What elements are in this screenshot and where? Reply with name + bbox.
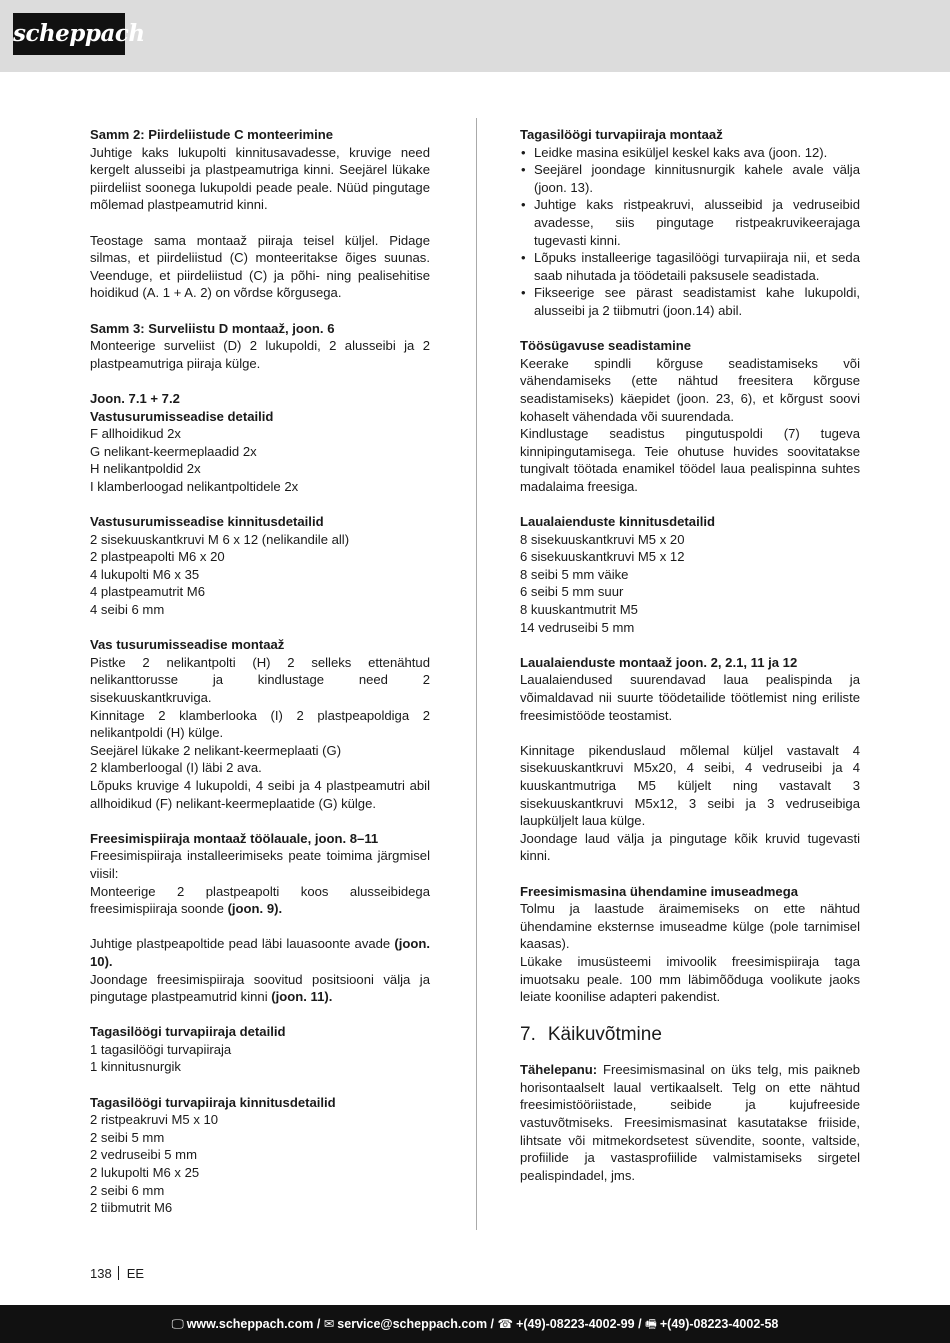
list-item: 1 kinnitusnurgik bbox=[90, 1059, 181, 1075]
list-item: 6 sisekuuskantkruvi M5 x 12 bbox=[520, 549, 685, 565]
toosugavus-section bbox=[520, 337, 860, 495]
freesimis-heading: Freesimispiiraja montaaž töölauale, joon. 8–11 bbox=[90, 830, 379, 846]
phone-icon: ☎ bbox=[497, 1317, 514, 1331]
samm3-paragraph: Monteerige surveliist (D) 2 lukupoldi, 2 alusseibi ja 2 plastpeamutriga piiraja külge. bbox=[90, 338, 430, 371]
footer-phone[interactable]: +(49)-08223-4002-99 bbox=[516, 1317, 635, 1331]
page-number bbox=[90, 1266, 144, 1282]
list-item: • Seejärel joondage kinnitusnurgik kahele avale välja (joon. 13). bbox=[520, 161, 860, 196]
list-item: I klamberloogad nelikantpoltidele 2x bbox=[90, 478, 299, 494]
joon7-heading: Joon. 7.1 + 7.2 bbox=[90, 390, 180, 406]
laua-montaaz-heading: Laualaienduste montaaž joon. 2, 2.1, 11 ja 12 bbox=[520, 654, 798, 670]
list-item: • Juhtige kaks ristpeakruvi, alusseibid ja vedruseibid avadesse, siis pingutage ristpeakruvikeerajaga tugevasti kinni. bbox=[520, 196, 860, 249]
list-item: 1 tagasilöögi turvapiiraja bbox=[90, 1041, 232, 1057]
list-item: 8 seibi 5 mm väike bbox=[520, 566, 629, 582]
footer-separator: / bbox=[638, 1317, 642, 1331]
laua-montaaz-section bbox=[520, 654, 860, 724]
list-item: G nelikant-keermeplaadid 2x bbox=[90, 443, 257, 459]
freesimis-paragraph-4-text: Joondage freesimispiiraja soovitud positsiooni välja ja pingutage plastpeamutrid kinni bbox=[90, 971, 430, 1005]
list-item: • Lõpuks installeerige tagasilöögi turvapiiraja nii, et seda saab nihutada ja töödetaili paksusele seadistada. bbox=[520, 249, 860, 284]
page-number-value: 138 bbox=[90, 1266, 112, 1281]
list-item: 4 lukupolti M6 x 35 bbox=[90, 566, 200, 582]
laua-montaaz-paragraph-2-wrap bbox=[520, 742, 860, 865]
montaaz-heading: Vas tusurumisseadise montaaž bbox=[90, 637, 285, 653]
footer-email[interactable]: service@scheppach.com bbox=[337, 1317, 488, 1331]
fax-icon: 🖷 bbox=[645, 1317, 657, 1331]
laua-kinnitus-heading: Laualaienduste kinnitusdetailid bbox=[520, 514, 715, 530]
joon7-section bbox=[90, 390, 430, 496]
freesimis-paragraph-4-ref: (joon. 11). bbox=[271, 989, 333, 1005]
imuseade-section bbox=[520, 883, 860, 1006]
section-7-number: 7. bbox=[520, 1024, 536, 1046]
section-7-text: Freesimismasinal on üks telg, mis paikneb horisontaalselt laual vertikaalselt. Telg on ette nähtud freesimistööriistade, seibide ja kujufreeside vastuvõtmiseks. Freesimismasinat kasutatakse friiside, lihtsate või mitmekordsetest süvendite, soonte, valtside, profiilide ja vastasprofiilide valmistamiseks sirgetel pealispindadel, jms. bbox=[520, 1062, 861, 1183]
samm2-paragraph-2 bbox=[90, 232, 430, 302]
list-item: 2 lukupolti M6 x 25 bbox=[90, 1165, 200, 1181]
list-item: 2 plastpeapolti M6 x 20 bbox=[90, 549, 225, 565]
montaaz-paragraph-5: Lõpuks kruvige 4 lukupoldi, 4 seibi ja 4 plastpeamutri abil allhoidikud (F) nelikant-keermeplaatide (G) külge. bbox=[90, 777, 430, 811]
list-item: 14 vedruseibi 5 mm bbox=[520, 619, 635, 635]
freesimis-paragraph-2 bbox=[90, 883, 430, 918]
laua-kinnitus-section bbox=[520, 513, 860, 636]
montaaz-paragraph-2: Kinnitage 2 klamberlooka (I) 2 plastpeapoldiga 2 nelikantpoldi (H) külge. bbox=[90, 707, 430, 741]
samm3-heading: Samm 3: Surveliistu D montaaž, joon. 6 bbox=[90, 320, 335, 336]
list-item: 8 sisekuuskantkruvi M5 x 20 bbox=[520, 531, 685, 547]
toosugavus-paragraph-1: Keerake spindli kõrguse seadistamiseks või vähendamiseks (ette nähtud freesitera kõrguse seadistamiseks) käepidet (joon. 23, 6), et kõrgust soovi kohaselt vähendada või suurendada. bbox=[520, 355, 860, 424]
freesimis-paragraph-3-wrap bbox=[90, 935, 430, 970]
tagasi-detailid-heading: Tagasilöögi turvapiiraja detailid bbox=[90, 1024, 286, 1040]
section-7-heading bbox=[520, 1023, 860, 1047]
montaaz-section bbox=[90, 636, 430, 812]
freesimis-paragraph-3-ref: (joon. 10). bbox=[90, 936, 430, 969]
samm2-heading: Samm 2: Piirdeliistude C monteerimine bbox=[90, 127, 334, 142]
list-item: 2 seibi 5 mm bbox=[90, 1129, 165, 1145]
kinnitus-heading: Vastusurumisseadise kinnitusdetailid bbox=[90, 514, 324, 530]
footer-web[interactable]: www.scheppach.com bbox=[186, 1317, 314, 1331]
imuseade-paragraph-2: Lükake imusüsteemi imivoolik freesimispiiraja taga imuotsaku peale. 100 mm läbimõõduga voolikute jaoks leiate koonilise adapteri pakendist. bbox=[520, 953, 860, 1005]
imuseade-heading: Freesimismasina ühendamine imuseadmega bbox=[520, 883, 798, 899]
kinnitus-section bbox=[90, 513, 430, 619]
tagasi-kinnitus-section bbox=[90, 1094, 430, 1217]
list-item: 2 seibi 6 mm bbox=[90, 1182, 165, 1198]
tagasi-montaaz-section bbox=[520, 126, 860, 320]
list-item: 4 plastpeamutrit M6 bbox=[90, 584, 205, 600]
tagasi-montaaz-heading: Tagasilöögi turvapiiraja montaaž bbox=[520, 127, 723, 142]
joon7-subheading: Vastusurumisseadise detailid bbox=[90, 408, 274, 424]
list-item: F allhoidikud 2x bbox=[90, 426, 181, 442]
section-7-lead: Tähelepanu: bbox=[520, 1062, 598, 1078]
list-item: 2 tiibmutrit M6 bbox=[90, 1200, 173, 1216]
imuseade-paragraph-1: Tolmu ja laastude äraimemiseks on ette nähtud ühendamine eksternse imuseadme külge (pole tarnimisel kaasas). bbox=[520, 901, 860, 952]
list-item: H nelikantpoldid 2x bbox=[90, 461, 201, 477]
montaaz-paragraph-4: 2 klamberloogal (I) läbi 2 ava. bbox=[90, 760, 262, 776]
list-item: 6 seibi 5 mm suur bbox=[520, 584, 624, 600]
list-item: 8 kuuskantmutrit M5 bbox=[520, 602, 638, 618]
right-column bbox=[520, 126, 860, 1184]
page-language: EE bbox=[126, 1266, 145, 1281]
toosugavus-heading: Töösügavuse seadistamine bbox=[520, 338, 692, 354]
tagasi-detailid-section bbox=[90, 1023, 430, 1076]
samm3-section bbox=[90, 320, 430, 373]
computer-icon: 🖵 bbox=[171, 1317, 184, 1331]
freesimis-paragraph-2-text: Monteerige 2 plastpeapolti koos alusseibidega freesimispiiraja soonde bbox=[90, 883, 430, 917]
envelope-icon: ✉ bbox=[323, 1317, 335, 1331]
freesimis-paragraph-3 bbox=[90, 935, 430, 1005]
samm2-paragraph-2-text: Teostage sama montaaž piiraja teisel küljel. Pidage silmas, et piirdeliistud (C) monteeritakse õiges suunas. Veenduge, et piirdeliistud (C) ja põhi- ning pealisehitise hoidikud (A. 1 + A. 2) on võrdse kõrgusega. bbox=[90, 232, 430, 301]
list-item: 2 sisekuuskantkruvi M 6 x 12 (nelikandile all) bbox=[90, 531, 350, 547]
montaaz-paragraph-3: Seejärel lükake 2 nelikant-keermeplaati (G) bbox=[90, 742, 342, 758]
footer-separator: / bbox=[316, 1317, 321, 1331]
column-divider bbox=[476, 118, 477, 1230]
tagasi-kinnitus-heading: Tagasilöögi turvapiiraja kinnitusdetailid bbox=[90, 1094, 336, 1110]
samm2-paragraph-1: Juhtige kaks lukupolti kinnitusavadesse, kruvige need kergelt alusseibi ja plastpeamutriga kinni. Seejärel lükake piirdeliist soonega lukupoldi peade peale. Nüüd pingutage mõlemad plastpeamutrid kinni. bbox=[90, 144, 430, 213]
freesimis-paragraph-2-ref: (joon. 9). bbox=[227, 901, 283, 917]
freesimis-paragraph-3-text: Juhtige plastpeapoltide pead läbi lauasoonte avade bbox=[90, 936, 391, 952]
scheppach-logo: scheppach bbox=[13, 13, 125, 55]
list-item: • Leidke masina esiküljel keskel kaks ava (joon. 12). bbox=[520, 144, 860, 162]
laua-montaaz-paragraph-3: Joondage laud välja ja pingutage kõik kruvid tugevasti kinni. bbox=[520, 830, 860, 864]
samm2-section bbox=[90, 126, 430, 214]
page-footer bbox=[0, 1305, 950, 1343]
section-7-paragraph bbox=[520, 1061, 860, 1184]
freesimis-paragraph-1: Freesimispiiraja installeerimiseks peate toimima järgmisel viisil: bbox=[90, 848, 430, 881]
page-number-separator bbox=[118, 1266, 119, 1280]
montaaz-paragraph-1: Pistke 2 nelikantpolti (H) 2 selleks ettenähtud nelikanttorusse ja kindlustage need 2 sisekuuskantkruviga. bbox=[90, 654, 430, 705]
freesimis-section bbox=[90, 830, 430, 918]
freesimis-paragraph-4-wrap bbox=[90, 971, 430, 1006]
list-item: 2 ristpeakruvi M5 x 10 bbox=[90, 1112, 219, 1128]
laua-montaaz-paragraph-2: Kinnitage pikenduslaud mõlemal küljel vastavalt 4 sisekuuskantkruvi M5x20, 4 seibi, 4 vedruseibi ja 4 kuuskantmutriga M5 küljelt ning vastavalt 3 sisekuuskantkruvi M5x12, 3 seibi ja 3 vedruseibiga laupküljelt laua külge. bbox=[520, 742, 860, 829]
list-item: 4 seibi 6 mm bbox=[90, 602, 165, 618]
left-column bbox=[90, 126, 430, 1217]
tagasi-montaaz-list bbox=[520, 144, 860, 320]
page-header bbox=[0, 0, 950, 72]
footer-fax: +(49)-08223-4002-58 bbox=[659, 1317, 779, 1331]
footer-separator: / bbox=[490, 1317, 495, 1331]
toosugavus-paragraph-2: Kindlustage seadistus pingutuspoldi (7) tugeva kinnipingutamisega. Teie ohutuse huvides soovitatakse tungivalt töötada enamikel töödel laua pealispinna suhtes madalaima freesiga. bbox=[520, 426, 860, 494]
section-7-title: Käikuvõtmine bbox=[547, 1024, 662, 1046]
list-item: 2 vedruseibi 5 mm bbox=[90, 1147, 197, 1163]
laua-montaaz-paragraph-1: Laualaiendused suurendavad laua pealispinda ja võimaldavad nii suurte töödetailide töötlemist ning eriliste freesimistööde teostamist. bbox=[520, 672, 860, 723]
list-item: • Fikseerige see pärast seadistamist kahe lukupoldi, alusseibi ja 2 tiibmutri (joon.14) abil. bbox=[520, 284, 860, 319]
